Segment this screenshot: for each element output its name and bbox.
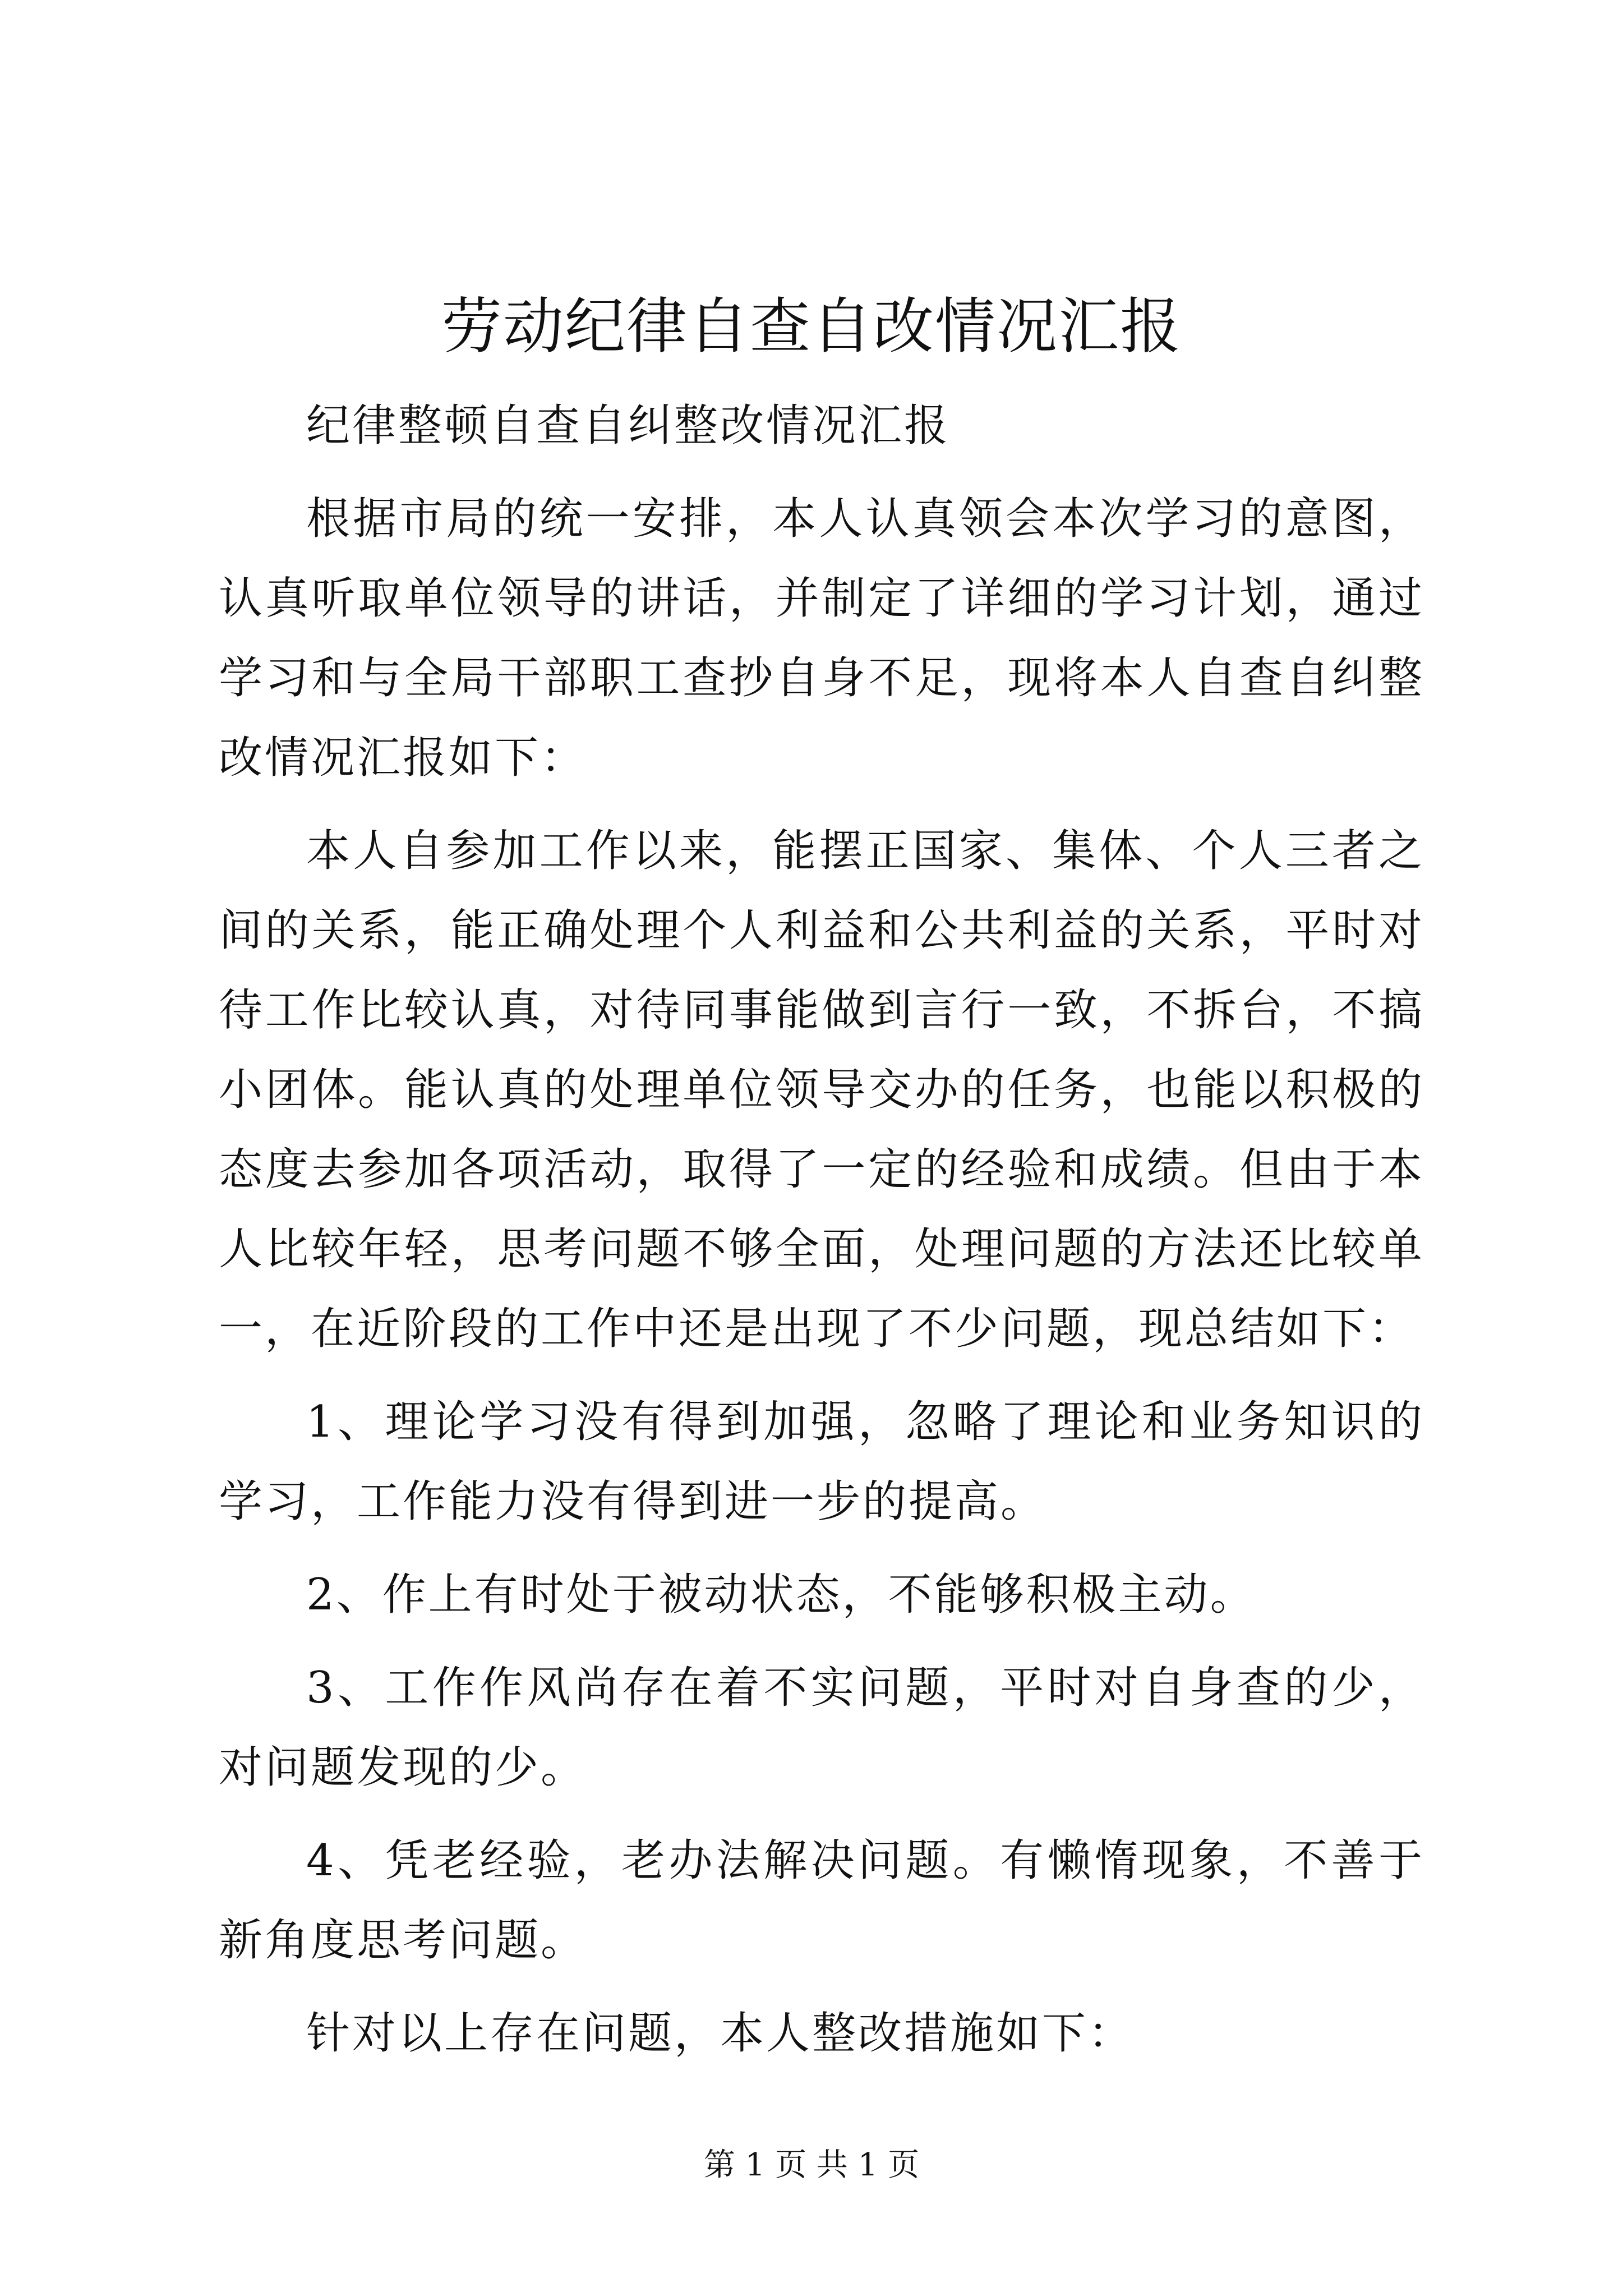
self-review-paragraph: 本人自参加工作以来，能摆正国家、集体、个人三者之间的关系，能正确处理个人利益和公共利益的关系，平时对待工作比较认真，对待同事能做到言行一致，不拆台，不搞小团体。能认真的处理单位领导交办的任务，也能以积极的态度去参加各项活动，取得了一定的经验和成绩。但由于本人比较年轻，思考问题不够全面，处理问题的方法还比较单一，在近阶段的工作中还是出现了不少问题，现总结如下：	[219, 826, 1424, 1354]
issue-item-2: 2、作上有时处于被动状态，不能够积极主动。	[306, 1570, 1256, 1620]
document-title: 劳动纪律自查自改情况汇报	[441, 292, 1182, 362]
issue-item-4: 4、凭老经验，老办法解决问题。有懒惰现象，不善于新角度思考问题。	[219, 1835, 1424, 1966]
measures-intro-paragraph: 针对以上存在问题，本人整改措施如下：	[306, 2008, 1135, 2059]
intro-paragraph: 根据市局的统一安排，本人认真领会本次学习的意图，认真听取单位领导的讲话，并制定了详细的学习计划，通过学习和与全局干部职工查抄自身不足，现将本人自查自纠整改情况汇报如下：	[219, 494, 1424, 783]
subtitle-paragraph: 纪律整顿自查自纠整改情况汇报	[306, 401, 951, 451]
issue-item-3: 3、工作作风尚存在着不实问题，平时对自身查的少，对问题发现的少。	[219, 1663, 1424, 1793]
document-body	[219, 386, 1424, 2087]
issue-item-1: 1、理论学习没有得到加强，忽略了理论和业务知识的学习，工作能力没有得到进一步的提高。	[219, 1397, 1424, 1527]
page-footer: 第 1 页 共 1 页	[703, 2147, 920, 2183]
